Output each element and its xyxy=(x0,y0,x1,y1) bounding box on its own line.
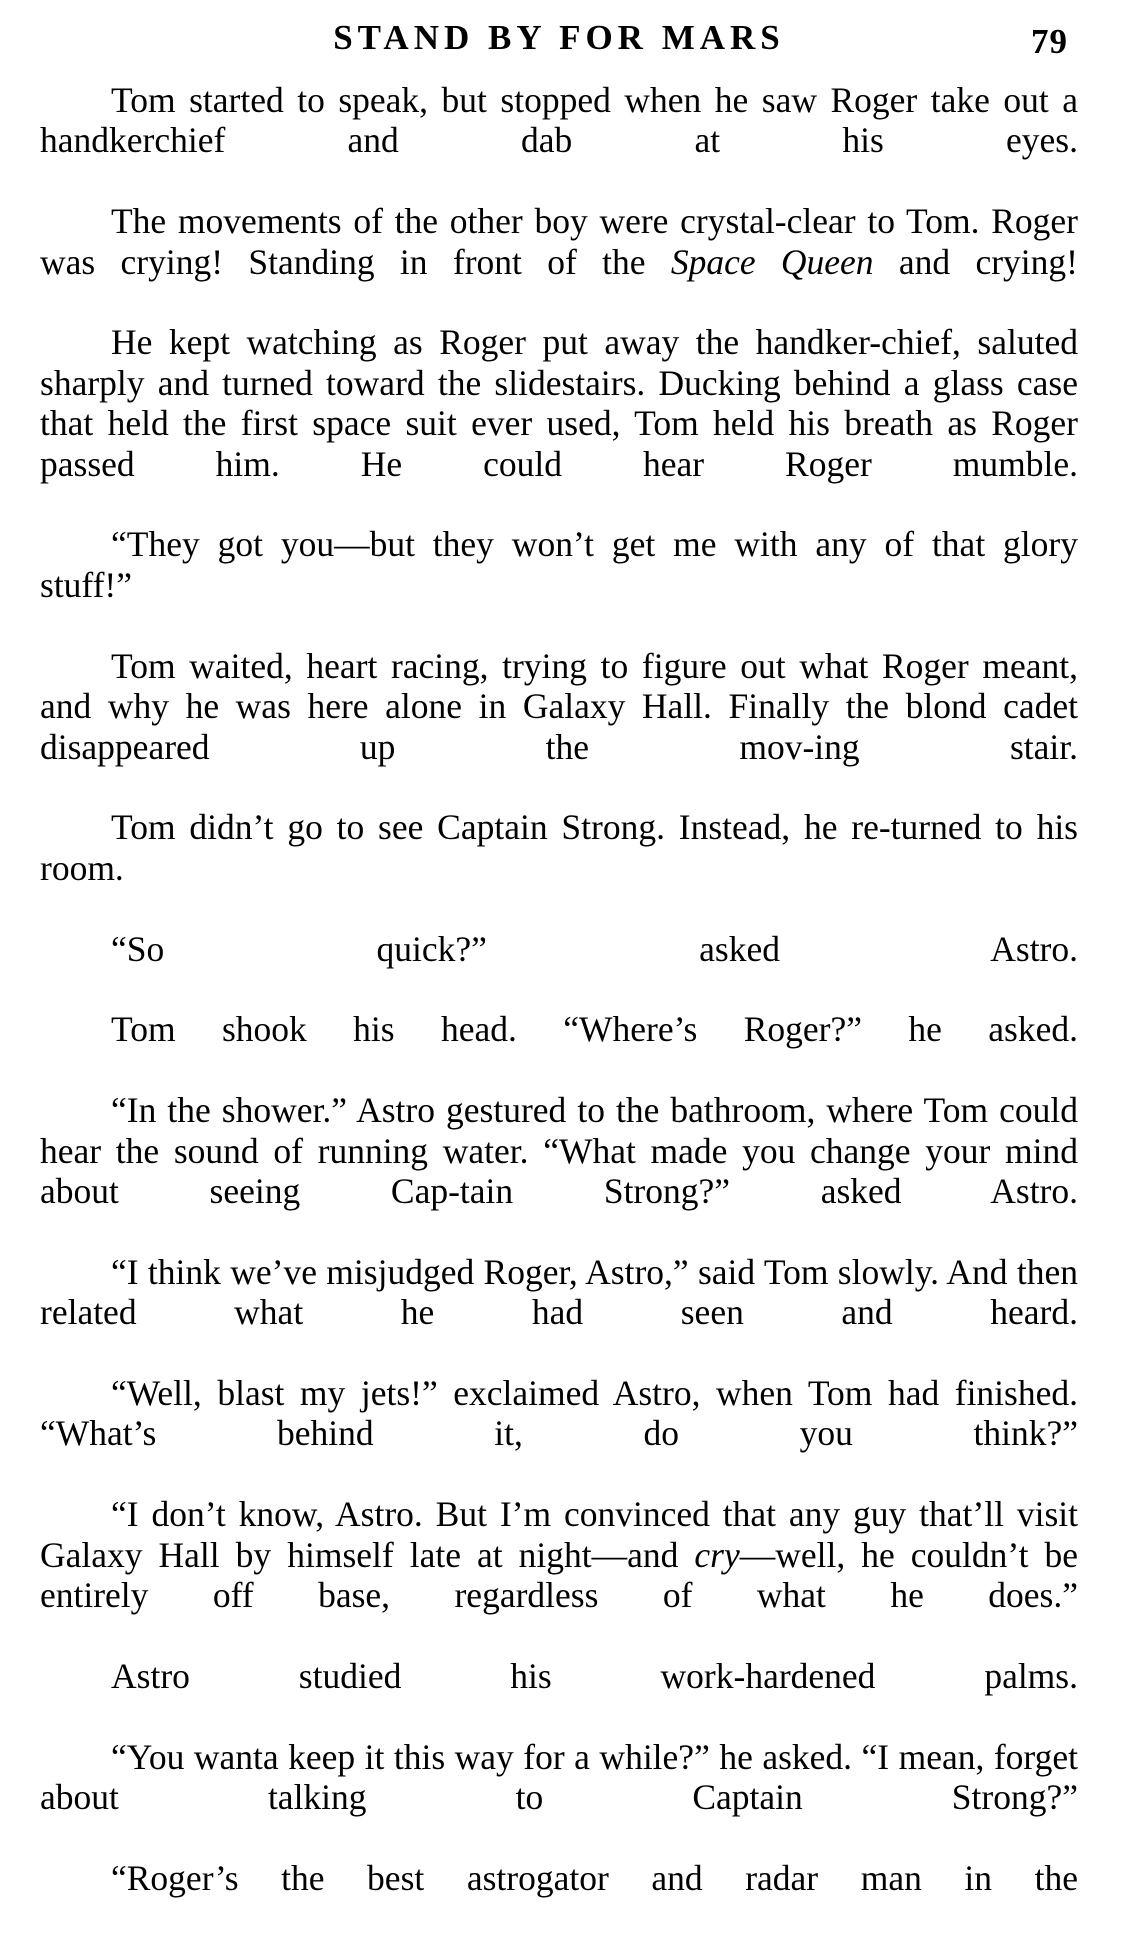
paragraph: “They got you—but they won’t get me with any of that glory stuff!” xyxy=(40,524,1078,605)
page-title: STAND BY FOR MARS xyxy=(333,18,785,57)
page-number: 79 xyxy=(1031,22,1068,61)
paragraph: “In the shower.” Astro gestured to the bathroom, where Tom could hear the sound of running water. “What made you change your mind about seeing Cap-tain Strong?” asked Astro. xyxy=(40,1090,1078,1211)
paragraph: He kept watching as Roger put away the handker-chief, saluted sharply and turned toward the slidestairs. Ducking behind a glass case that held the first space suit ever used, Tom held his breath as Roger passed him. He could hear Roger mumble. xyxy=(40,322,1078,484)
paragraph: Tom shook his head. “Where’s Roger?” he asked. xyxy=(111,1009,1078,1050)
paragraph: Tom started to speak, but stopped when he saw Roger take out a handkerchief and dab at his eyes. xyxy=(40,80,1078,161)
paragraph: Tom waited, heart racing, trying to figure out what Roger meant, and why he was here alone in Galaxy Hall. Finally the blond cadet disappeared up the mov-ing stair. xyxy=(40,645,1078,767)
paragraph: The movements of the other boy were crystal-clear to Tom. Roger was crying! Standing in front of the Space Queen and crying! xyxy=(40,201,1078,282)
italic-phrase: Space Queen xyxy=(670,241,874,282)
italic-phrase: cry xyxy=(694,1534,740,1575)
paragraph: “So quick?” asked Astro. xyxy=(111,928,1078,969)
paragraph: “I don’t know, Astro. But I’m convinced that any guy that’ll visit Galaxy Hall by himself late at night—and cry—well, he couldn’t be entirely off base, regardless of what he does.” xyxy=(40,1494,1079,1616)
running-head xyxy=(40,18,1078,74)
body-text xyxy=(40,80,1078,1939)
paragraph: “You wanta keep it this way for a while?” he asked. “I mean, forget about talking to Captain Strong?” xyxy=(40,1736,1078,1818)
paragraph: “I think we’ve misjudged Roger, Astro,” said Tom slowly. And then related what he had seen and heard. xyxy=(40,1251,1078,1333)
paragraph: Astro studied his work-hardened palms. xyxy=(111,1655,1078,1696)
paragraph: Tom didn’t go to see Captain Strong. Instead, he re-turned to his room. xyxy=(40,807,1078,888)
paragraph: “Well, blast my jets!” exclaimed Astro, when Tom had finished. “What’s behind it, do you think?” xyxy=(40,1373,1078,1454)
paragraph: “Roger’s the best astrogator and radar man in the xyxy=(111,1857,1078,1898)
